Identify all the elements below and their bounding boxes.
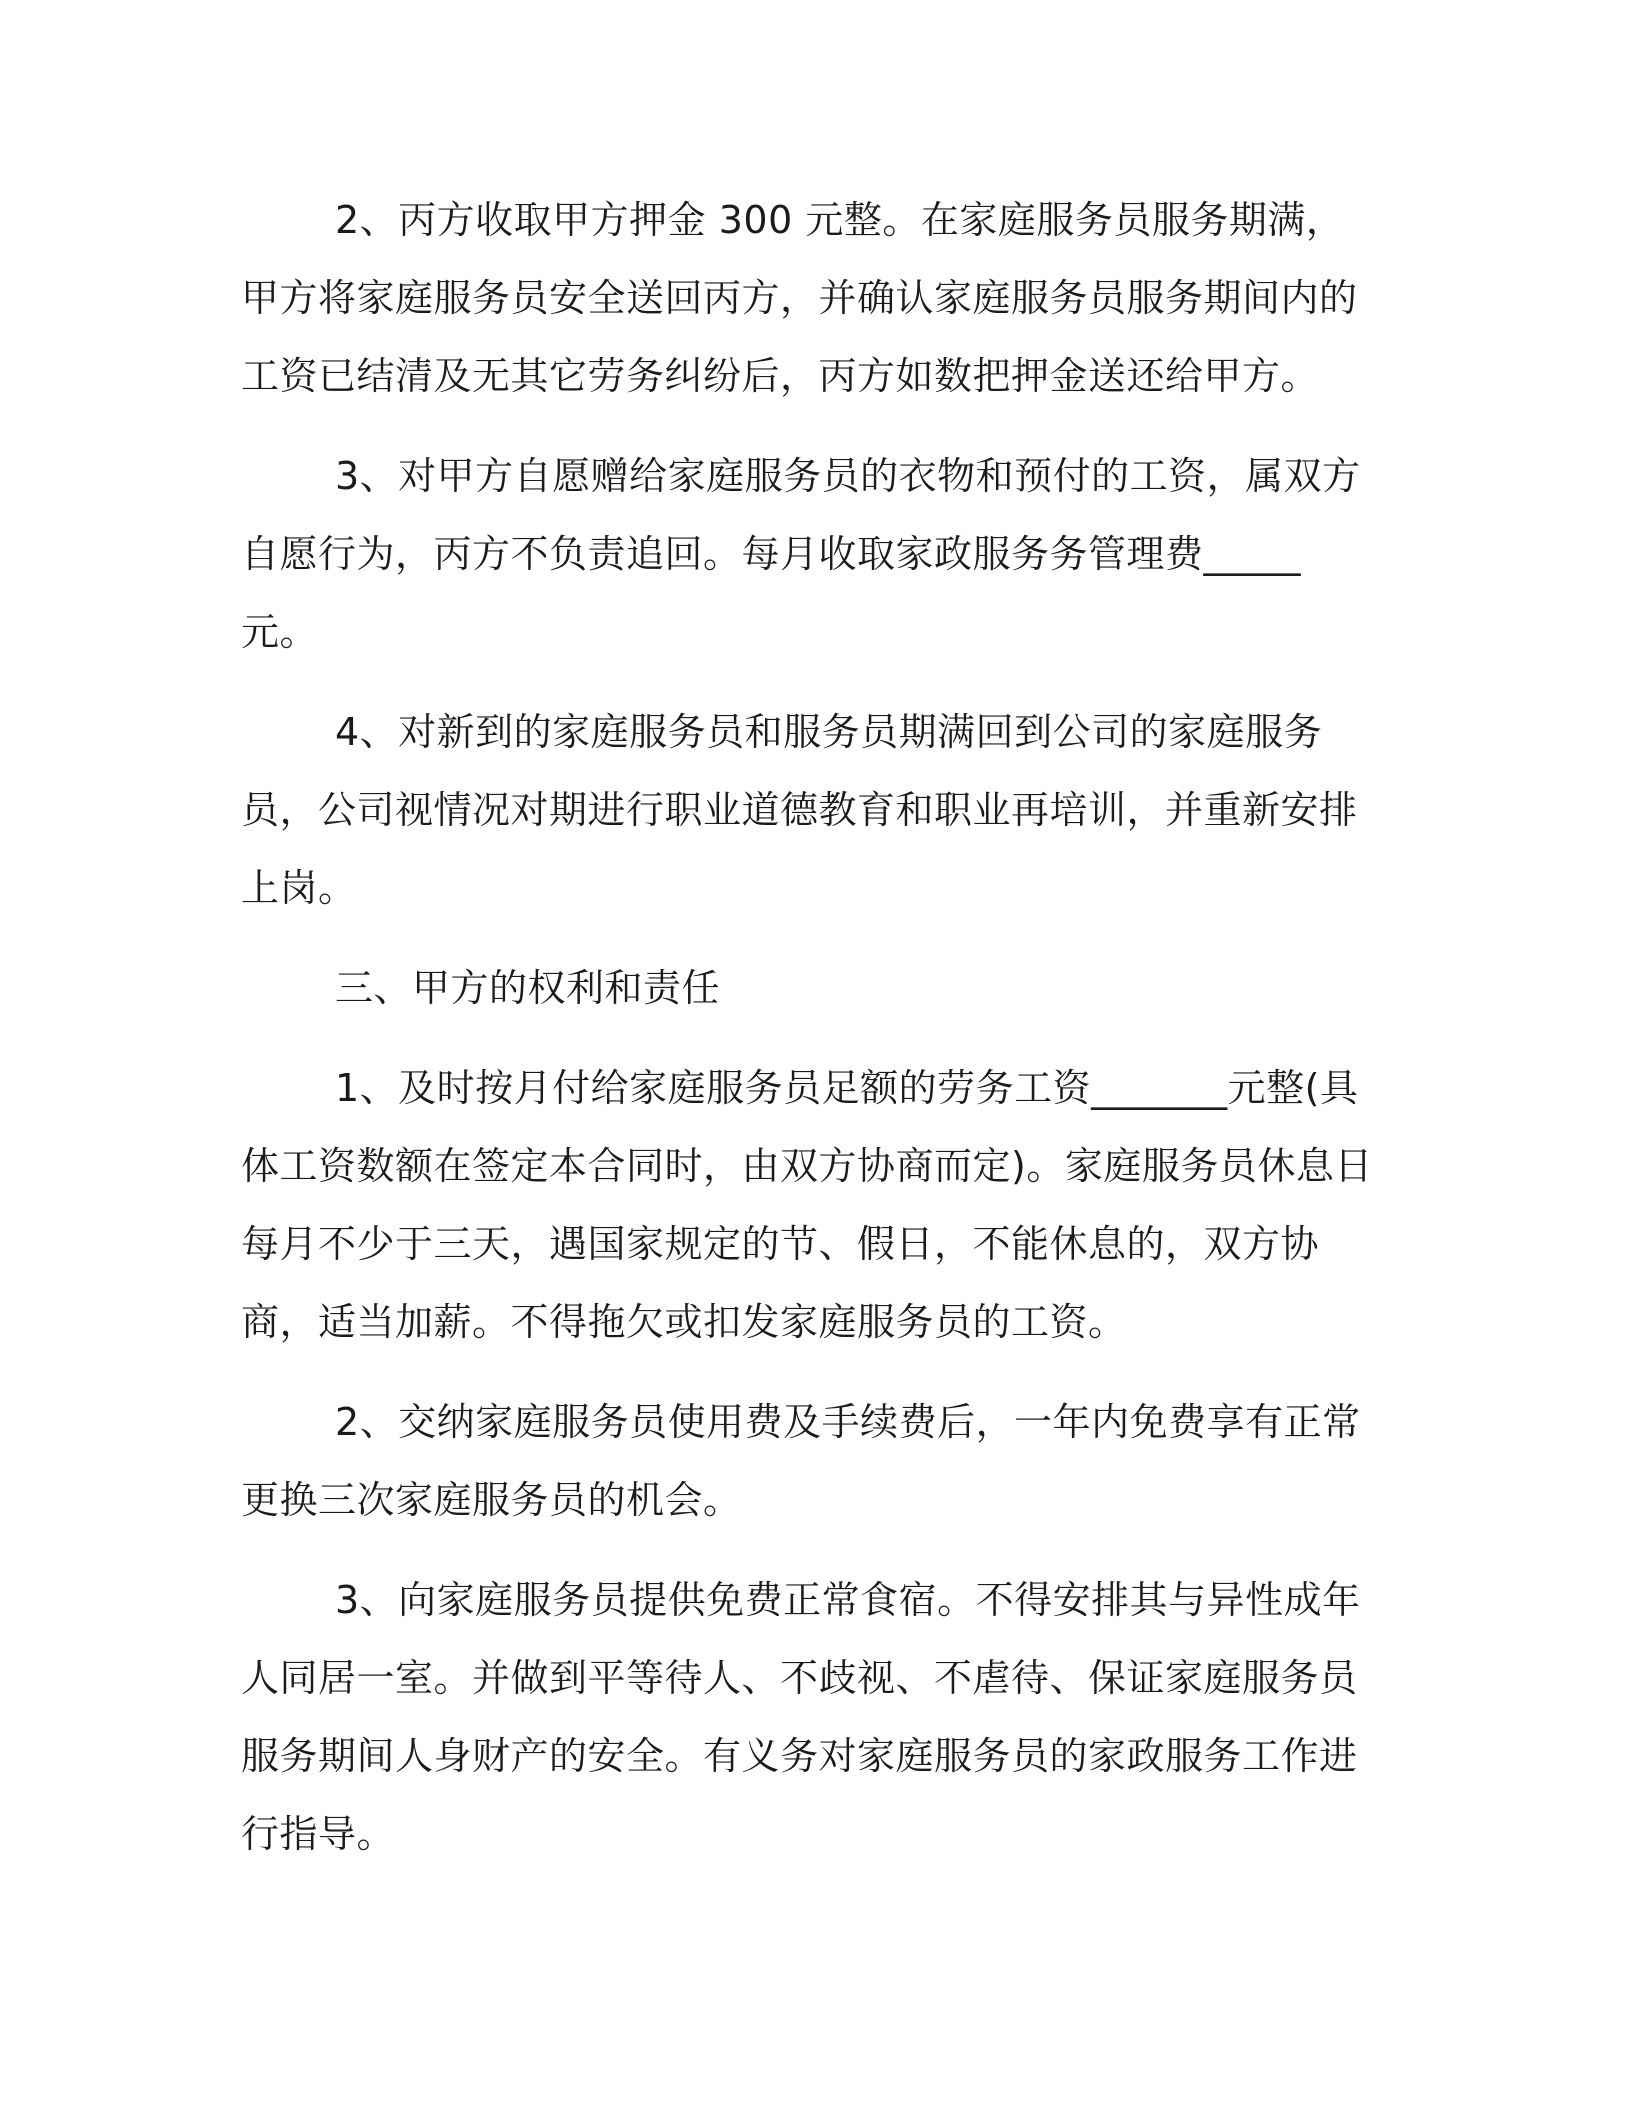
paragraph-deposit: 2、丙方收取甲方押金 300 元整。在家庭服务员服务期满，甲方将家庭服务员安全送回丙方，并确认家庭服务员服务期间内的工资已结清及无其它劳务纠纷后，丙方如数把押金送还给甲方。: [241, 198, 1358, 398]
paragraph-training: 4、对新到的家庭服务员和服务员期满回到公司的家庭服务员，公司视情况对期进行职业道德教育和职业再培训，并重新安排上岗。: [241, 710, 1358, 910]
document-body: [241, 181, 1377, 1895]
paragraph-wages: 1、及时按月付给家庭服务员足额的劳务工资_______元整(具体工资数额在签定本合同时，由双方协商而定)。家庭服务员休息日每月不少于三天，遇国家规定的节、假日，不能休息的，双方协商，适当加薪。不得拖欠或扣发家庭服务员的工资。: [241, 1066, 1373, 1344]
paragraph-replacement: 2、交纳家庭服务员使用费及手续费后，一年内免费享有正常更换三次家庭服务员的机会。: [241, 1400, 1361, 1522]
paragraph-gifts-fee: 3、对甲方自愿赠给家庭服务员的衣物和预付的工资，属双方自愿行为，丙方不负责追回。每月收取家政服务务管理费_____元。: [241, 454, 1361, 654]
paragraph-lodging: 3、向家庭服务员提供免费正常食宿。不得安排其与异性成年人同居一室。并做到平等待人、不歧视、不虐待、保证家庭服务员服务期间人身财产的安全。有义务对家庭服务员的家政服务工作进行指导。: [241, 1578, 1361, 1856]
section-heading: 三、甲方的权利和责任: [335, 966, 721, 1010]
